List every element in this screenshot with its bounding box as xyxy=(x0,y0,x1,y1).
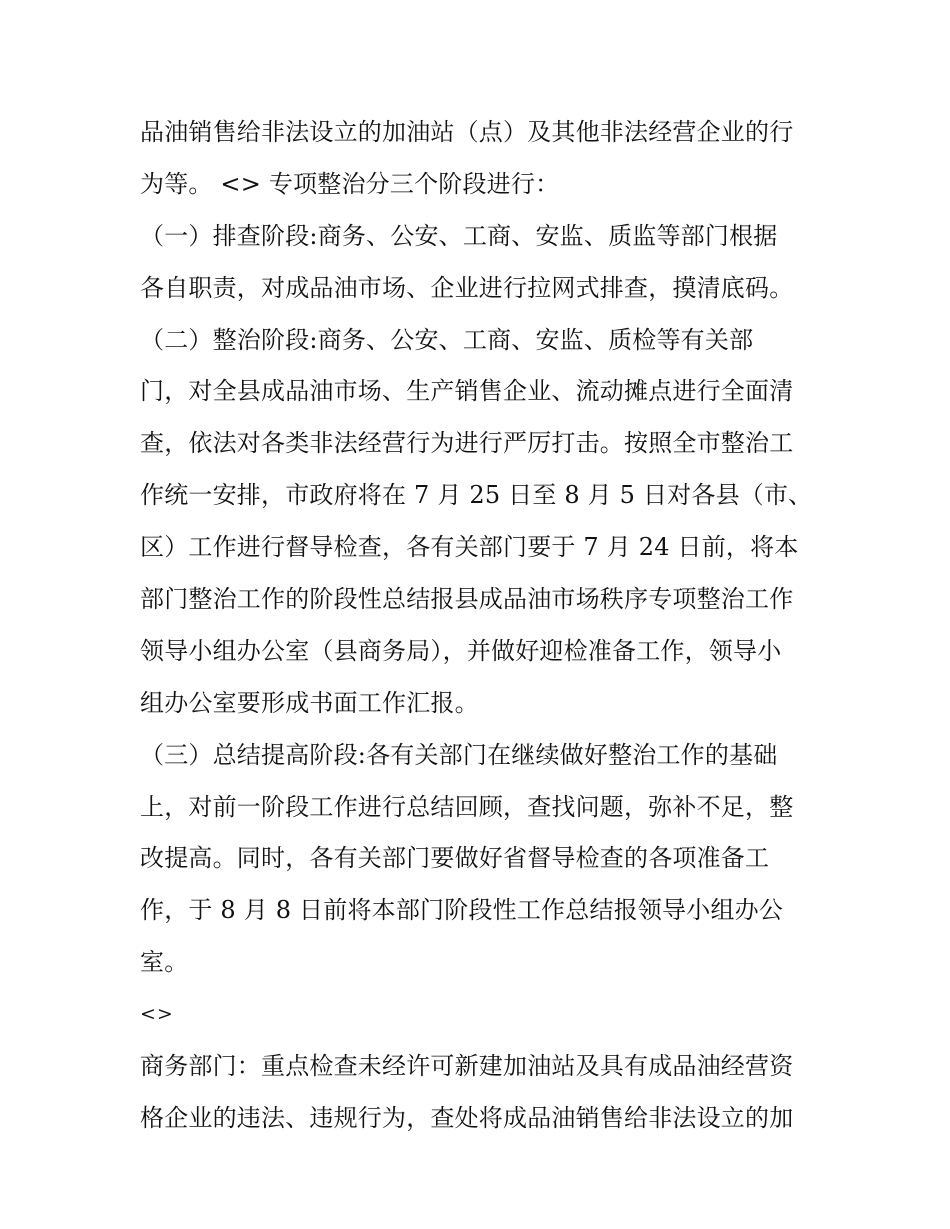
document-body xyxy=(140,112,820,1150)
text-line: 改提高。同时，各有关部门要做好省督导检查的各项准备工 xyxy=(140,844,770,873)
text-line: 商务部门：重点检查未经许可新建加油站及具有成品油经营资 xyxy=(140,1052,794,1081)
text-line: 为等。 <> 专项整治分三个阶段进行： xyxy=(140,169,560,198)
text-line: 上，对前一阶段工作进行总结回顾，查找问题，弥补不足，整 xyxy=(140,792,794,821)
text-line: 各自职责，对成品油市场、企业进行拉网式排查，摸清底码。 xyxy=(140,273,794,302)
text-line: 查，依法对各类非法经营行为进行严厉打击。按照全市整治工 xyxy=(140,429,794,458)
text-line: （二）整治阶段:商务、公安、工商、安监、质检等有关部 xyxy=(140,325,754,354)
text-line: 领导小组办公室（县商务局），并做好迎检准备工作，领导小 xyxy=(140,636,782,665)
text-line: （三）总结提高阶段:各有关部门在继续做好整治工作的基础 xyxy=(140,740,778,769)
text-line: 区）工作进行督导检查，各有关部门要于 7 月 24 日前，将本 xyxy=(140,533,799,562)
text-line: 门，对全县成品油市场、生产销售企业、流动摊点进行全面清 xyxy=(140,377,794,406)
text-line: （一）排查阶段:商务、公安、工商、安监、质监等部门根据 xyxy=(140,221,778,250)
text-line: 品油销售给非法设立的加油站（点）及其他非法经营企业的行 xyxy=(140,118,794,146)
text-line: 作统一安排，市政府将在 7 月 25 日至 8 月 5 日对各县（市、 xyxy=(140,481,813,510)
text-line: <> xyxy=(140,1003,174,1026)
text-line: 组办公室要形成书面工作汇报。 xyxy=(140,688,479,717)
text-line: 室。 xyxy=(140,948,189,977)
text-line: 格企业的违法、违规行为，查处将成品油销售给非法设立的加 xyxy=(140,1103,794,1132)
text-line: 作，于 8 月 8 日前将本部门阶段性工作总结报领导小组办公 xyxy=(140,896,784,925)
text-line: 部门整治工作的阶段性总结报县成品油市场秩序专项整治工作 xyxy=(140,585,794,614)
